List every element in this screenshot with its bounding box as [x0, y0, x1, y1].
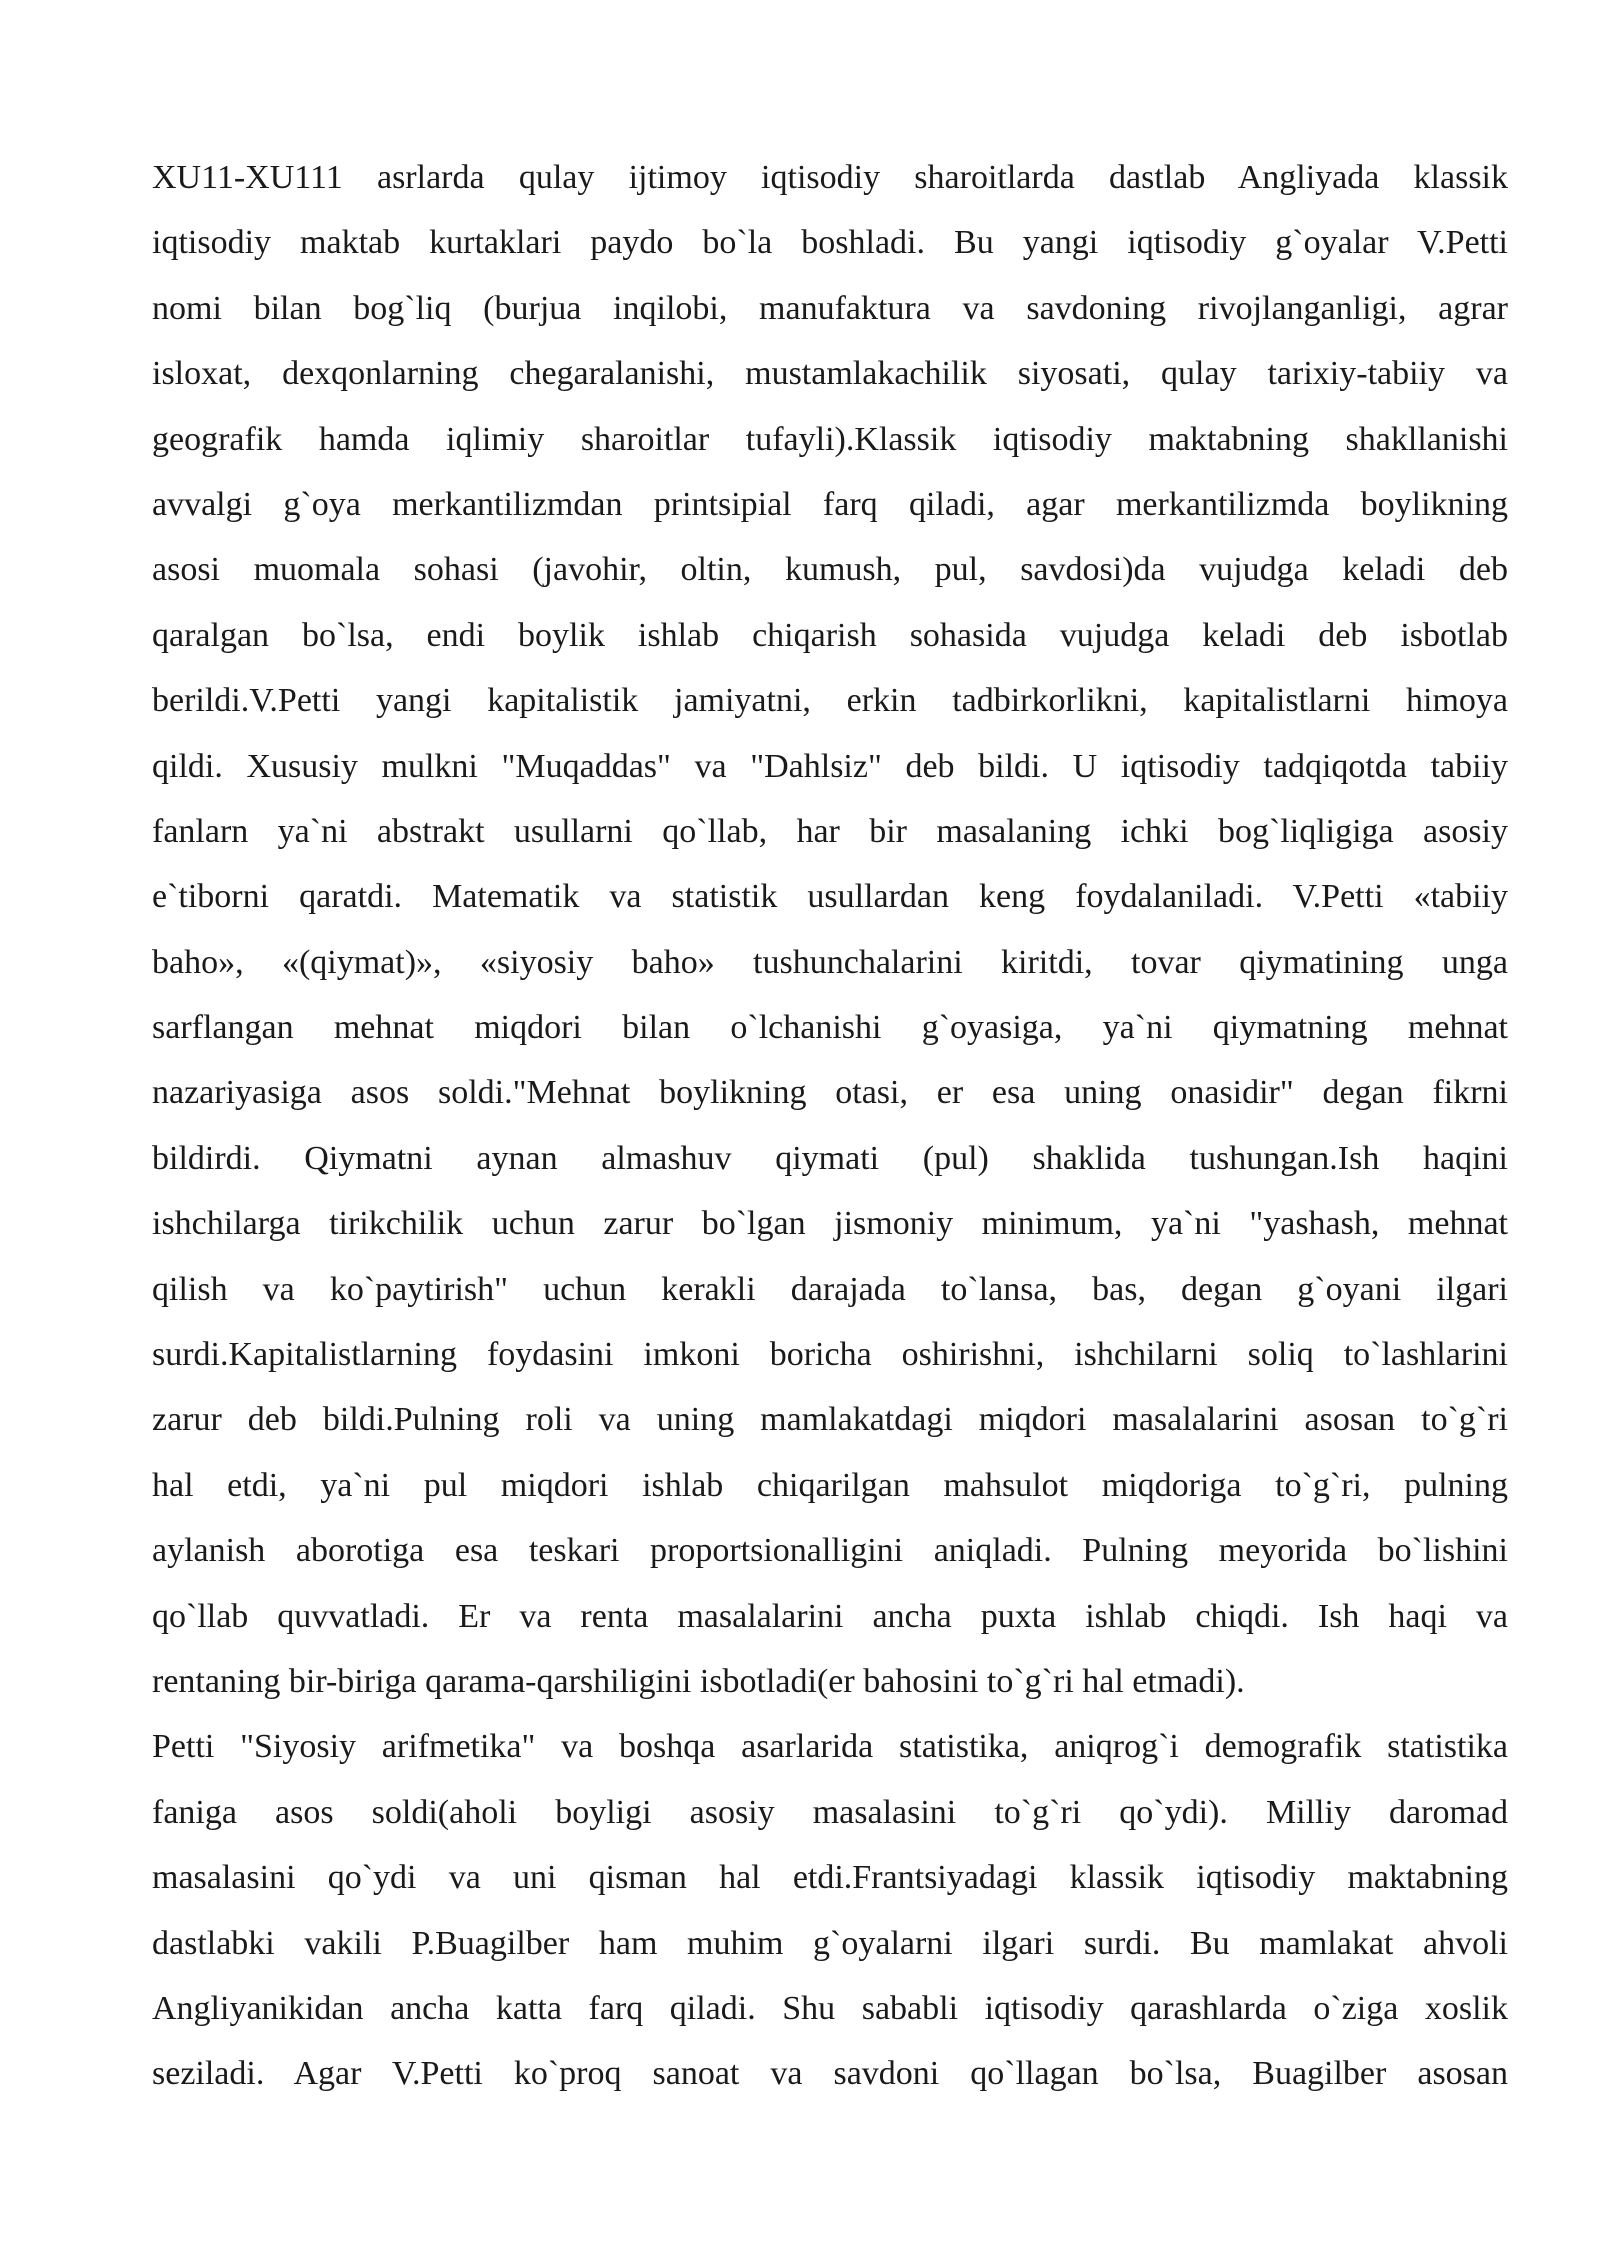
text-line: qilish va ko`paytirish" uchun kerakli darajada to`lansa, bas, degan g`oyani ilgari: [152, 1270, 1508, 1308]
text-line: dastlabki vakili P.Buagilber ham muhim g`oyalarni ilgari surdi. Bu mamlakat ahvoli: [152, 1924, 1508, 1962]
paragraph: [152, 145, 1508, 1714]
text-line: qo`llab quvvatladi. Er va renta masalalarini ancha puxta ishlab chiqdi. Ish haqi va: [152, 1597, 1508, 1635]
text-line: avvalgi g`oya merkantilizmdan printsipial farq qiladi, agar merkantilizmda boylikning: [152, 485, 1508, 523]
paragraph: [152, 1714, 1508, 2106]
text-line: aylanish aborotiga esa teskari proportsionalligini aniqladi. Pulning meyorida bo`lishini: [152, 1532, 1508, 1570]
text-line: asosi muomala sohasi (javohir, oltin, kumush, pul, savdosi)da vujudga keladi deb: [152, 551, 1508, 589]
text-line: ishchilarga tirikchilik uchun zarur bo`lgan jismoniy minimum, ya`ni "yashash, mehnat: [152, 1205, 1508, 1243]
text-line: sarflangan mehnat miqdori bilan o`lchanishi g`oyasiga, ya`ni qiymatning mehnat: [152, 1009, 1508, 1047]
text-line: rentaning bir-biriga qarama-qarshiligini isbotladi(er bahosini to`g`ri hal etmadi).: [152, 1662, 1245, 1700]
text-line: qaralgan bo`lsa, endi boylik ishlab chiqarish sohasida vujudga keladi deb isbotlab: [152, 616, 1508, 654]
text-line: zarur deb bildi.Pulning roli va uning mamlakatdagi miqdori masalalarini asosan to`g`ri: [152, 1401, 1508, 1439]
text-line: berildi.V.Petti yangi kapitalistik jamiyatni, erkin tadbirkorlikni, kapitalistlarni himoya: [152, 682, 1508, 720]
text-line: iqtisodiy maktab kurtaklari paydo bo`la boshladi. Bu yangi iqtisodiy g`oyalar V.Petti: [152, 224, 1508, 262]
text-line: nomi bilan bog`liq (burjua inqilobi, manufaktura va savdoning rivojlanganligi, agrar: [152, 289, 1508, 327]
text-line: e`tiborni qaratdi. Matematik va statistik usullardan keng foydalaniladi. V.Petti «tabiiy: [152, 878, 1508, 916]
text-line: fanlarn ya`ni abstrakt usullarni qo`llab, har bir masalaning ichki bog`liqligiga asosiy: [152, 812, 1508, 850]
text-line: hal etdi, ya`ni pul miqdori ishlab chiqarilgan mahsulot miqdoriga to`g`ri, pulning: [152, 1466, 1508, 1504]
text-line: Angliyanikidan ancha katta farq qiladi. Shu sababli iqtisodiy qarashlarda o`ziga xoslik: [152, 1989, 1508, 2027]
text-line: geografik hamda iqlimiy sharoitlar tufayli).Klassik iqtisodiy maktabning shakllanishi: [152, 420, 1508, 458]
text-line: qildi. Xususiy mulkni "Muqaddas" va "Dahlsiz" deb bildi. U iqtisodiy tadqiqotda tabiiy: [152, 747, 1508, 785]
document-body: [152, 145, 1508, 2107]
text-line: seziladi. Agar V.Petti ko`proq sanoat va savdoni qo`llagan bo`lsa, Buagilber asosan: [152, 2055, 1508, 2093]
text-line: surdi.Kapitalistlarning foydasini imkoni boricha oshirishni, ishchilarni soliq to`lashlarini: [152, 1336, 1508, 1374]
text-line: baho», «(qiymat)», «siyosiy baho» tushunchalarini kiritdi, tovar qiymatining unga: [152, 943, 1508, 981]
text-line: isloxat, dexqonlarning chegaralanishi, mustamlakachilik siyosati, qulay tarixiy-tabiiy va: [152, 355, 1508, 393]
text-line: masalasini qo`ydi va uni qisman hal etdi.Frantsiyadagi klassik iqtisodiy maktabning: [152, 1859, 1508, 1897]
text-line: XU11-XU111 asrlarda qulay ijtimoy iqtisodiy sharoitlarda dastlab Angliyada klassik: [152, 159, 1508, 196]
text-line: Petti "Siyosiy arifmetika" va boshqa asarlarida statistika, aniqrog`i demografik statistika: [152, 1728, 1508, 1766]
text-line: nazariyasiga asos soldi."Mehnat boylikning otasi, er esa uning onasidir" degan fikrni: [152, 1074, 1508, 1112]
text-line: faniga asos soldi(aholi boyligi asosiy masalasini to`g`ri qo`ydi). Milliy daromad: [152, 1793, 1508, 1831]
text-line: bildirdi. Qiymatni aynan almashuv qiymati (pul) shaklida tushungan.Ish haqini: [152, 1139, 1508, 1177]
